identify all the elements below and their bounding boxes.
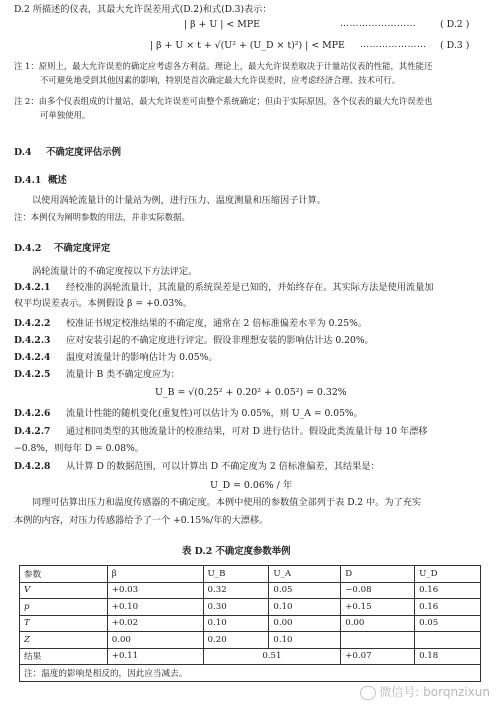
table-cell: +0.15	[341, 599, 415, 616]
section-d42-title: 不确定度评定	[54, 243, 111, 254]
formula-d2-tag: ( D.2 )	[440, 19, 470, 30]
item-d4-2-8: D.4.2.8 从计算 D 的数据范围，可以计算出 D 不确定度为 2 倍标准偏差，其结果是：	[14, 461, 380, 472]
table-row	[20, 599, 481, 616]
table-row	[20, 582, 481, 599]
table-cell: 0.32	[203, 582, 269, 599]
table-cell: 0.00	[269, 615, 341, 632]
parameter-table	[19, 565, 481, 682]
section-d4-heading	[14, 144, 121, 158]
table-cell	[415, 632, 481, 649]
section-d42-lead: 涡轮流量计的不确定度按以下方法评定。	[32, 266, 198, 277]
note-1-line-2: 不可避免地受到其他因素的影响，特别是首次确定最大允许误差时，应考虑经济合理、技术可行。	[40, 75, 401, 85]
table-header-cell: U_A	[269, 566, 341, 583]
table-cell: 0.30	[203, 599, 269, 616]
table-cell: +0.03	[107, 582, 203, 599]
table-header-cell: 参数	[20, 566, 108, 583]
table-cell: p	[20, 599, 108, 616]
section-d41-title: 概述	[48, 175, 67, 186]
result-combined: 0.51	[203, 648, 341, 665]
item-d4-2-4: D.4.2.4 温度对流量计的影响估计为 0.05%。	[14, 352, 218, 363]
table-note-row	[20, 665, 481, 682]
formula-d3: | β + U × t + √(U² + (U_D × t)²) | < MPE	[150, 40, 345, 51]
table-row	[20, 615, 481, 632]
closing-line-1: 同理可估算出压力和温度传感器的不确定度。本例中使用的参数值全部列于表 D.2 中。为了充实	[32, 497, 422, 508]
intro-text: D.2 所描述的仪表，其最大允许误差用式(D.2)和式(D.3)表示：	[14, 4, 272, 15]
table-cell	[341, 632, 415, 649]
formula-d3-tag: ( D.3 )	[440, 40, 470, 51]
table-caption: 表 D.2 不确定度参数举例	[182, 546, 291, 557]
table-row	[20, 632, 481, 649]
table-cell: V	[20, 582, 108, 599]
table-cell: 0.00	[341, 615, 415, 632]
table-cell: 0.00	[107, 632, 203, 649]
note-2-line-1: 注 2：由多个仪表组成的计量站，最大允许误差可由整个系统确定；但由于实际原因，各个仪表的最大允许误差也	[14, 96, 433, 106]
wechat-icon	[360, 686, 376, 700]
item-d4-2-7-cont: −0.8%，则每年 D = 0.08%。	[14, 443, 144, 454]
table-header-cell: U_B	[203, 566, 269, 583]
table-cell: −0.08	[341, 582, 415, 599]
item-d4-2-1: D.4.2.1 经校准的涡轮流量计，其流量的系统误差是已知的，并始终存在。其实际方法是使用流量加	[14, 282, 434, 293]
item-d4-2-1-cont: 权平均误差表示。本例假设 β = +0.03%。	[14, 298, 193, 309]
table-header-cell: U_D	[415, 566, 481, 583]
section-d4-title: 不确定度评估示例	[46, 147, 122, 158]
item-d4-2-3: D.4.2.3 应对安装引起的不确定度进行评定。假设非理想安装的影响估计达 0.20%。	[14, 335, 374, 346]
table-cell: 0.10	[203, 615, 269, 632]
table-cell: 0.05	[415, 615, 481, 632]
result-ud: 0.18	[415, 648, 481, 665]
table-cell: +0.02	[107, 615, 203, 632]
note-1-line-1: 注 1：原则上，最大允许误差的确定应考虑各方利益。理论上，最大允许误差取决于计量站仪表的性能，其性能还	[14, 61, 433, 71]
closing-line-2: 本例的内容，对压力传感器给予了一个 +0.15%/年的大漂移。	[14, 515, 269, 526]
formula-ud: U_D = 0.06% / 年	[210, 480, 293, 491]
item-d4-2-2: D.4.2.2 校准证书规定校准结果的不确定度，通常在 2 倍标准偏差水平为 0.25%。	[14, 318, 368, 329]
formula-d2-leader: ……………………	[340, 19, 416, 29]
table-note: 注：温度的影响是相反的，因此应当减去。	[20, 665, 481, 682]
table-cell: 0.05	[269, 582, 341, 599]
item-d4-2-5: D.4.2.5 流量计 B 类不确定度应为：	[14, 369, 180, 380]
table-header-row	[20, 566, 481, 583]
table-cell: 0.10	[269, 632, 341, 649]
section-d41-note: 注：本例仅为阐明参数的用法，并非实际数据。	[14, 212, 190, 222]
table-cell: 0.16	[415, 582, 481, 599]
note-2-line-2: 可单独使用。	[40, 110, 91, 120]
formula-d3-leader: …………………	[360, 40, 427, 50]
formula-d2: | β + U | < MPE	[184, 19, 260, 30]
table-cell: Z	[20, 632, 108, 649]
table-header-cell: β	[107, 566, 203, 583]
table-cell: 0.10	[269, 599, 341, 616]
table-cell: +0.10	[107, 599, 203, 616]
section-d4-num: D.4	[14, 147, 32, 158]
table-cell: T	[20, 615, 108, 632]
formula-ub: U_B = √(0.25² + 0.20² + 0.05²) = 0.32%	[155, 387, 347, 398]
section-d41-body: 以使用涡轮流量计的计量站为例，进行压力、温度测量和压缩因子计算。	[32, 195, 326, 206]
table-result-row	[20, 648, 481, 665]
section-d41-num: D.4.1	[14, 175, 42, 186]
watermark: 微信号: borqnzixun	[360, 683, 490, 700]
section-d42-heading	[14, 240, 110, 254]
item-d4-2-7: D.4.2.7 通过相同类型的其他流量计的校准结果，可对 D 进行估计。假设此类流量计每 10 年漂移	[14, 426, 428, 437]
section-d41-heading	[14, 172, 67, 186]
result-label: 结果	[20, 648, 108, 665]
result-d: +0.07	[341, 648, 415, 665]
result-beta: +0.11	[107, 648, 203, 665]
table-cell: 0.16	[415, 599, 481, 616]
table-cell: 0.20	[203, 632, 269, 649]
item-d4-2-6: D.4.2.6 流量计性能的随机变化(重复性)可以估计为 0.05%，则 U_A = 0.05%。	[14, 408, 363, 419]
table-header-cell: D	[341, 566, 415, 583]
section-d42-num: D.4.2	[14, 243, 42, 254]
